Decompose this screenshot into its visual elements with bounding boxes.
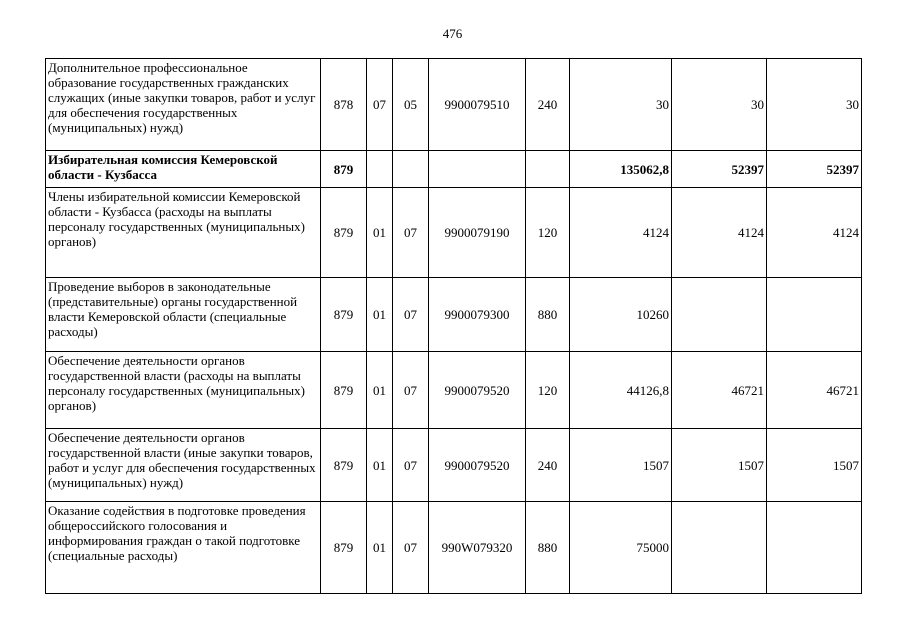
- row-type: [526, 151, 570, 188]
- row-name: Избирательная комиссия Кемеровской области - Кузбасса: [46, 151, 321, 188]
- row-section: [367, 151, 393, 188]
- row-code: 879: [321, 188, 367, 278]
- table-row: [46, 352, 862, 429]
- row-value-2: 52397: [672, 151, 767, 188]
- row-target: 9900079520: [429, 352, 526, 429]
- row-target: 990W079320: [429, 502, 526, 594]
- row-value-2: [672, 278, 767, 352]
- row-value-2: 4124: [672, 188, 767, 278]
- row-target: 9900079510: [429, 59, 526, 151]
- row-code: 879: [321, 502, 367, 594]
- row-name: Члены избирательной комиссии Кемеровской области - Кузбасса (расходы на выплаты персоналу государственных (муниципальных) органов): [46, 188, 321, 278]
- row-type: 120: [526, 188, 570, 278]
- row-name: Проведение выборов в законодательные (представительные) органы государственной власти Кемеровской области (специальные расходы): [46, 278, 321, 352]
- row-code: 879: [321, 352, 367, 429]
- row-subsection: 07: [393, 502, 429, 594]
- row-subsection: 07: [393, 429, 429, 502]
- row-subsection: 07: [393, 278, 429, 352]
- row-value-3: 1507: [767, 429, 862, 502]
- row-type: 240: [526, 429, 570, 502]
- row-type: 880: [526, 502, 570, 594]
- row-value-1: 4124: [570, 188, 672, 278]
- row-type: 120: [526, 352, 570, 429]
- row-value-3: 30: [767, 59, 862, 151]
- row-code: 879: [321, 278, 367, 352]
- table-row: [46, 502, 862, 594]
- row-type: 880: [526, 278, 570, 352]
- row-name: Оказание содействия в подготовке проведения общероссийского голосования и информирования граждан о такой подготовке (специальные расходы): [46, 502, 321, 594]
- row-value-3: 4124: [767, 188, 862, 278]
- row-value-3: 46721: [767, 352, 862, 429]
- table-row: [46, 188, 862, 278]
- row-section: 07: [367, 59, 393, 151]
- row-value-1: 135062,8: [570, 151, 672, 188]
- table-row: [46, 278, 862, 352]
- row-type: 240: [526, 59, 570, 151]
- row-target: 9900079520: [429, 429, 526, 502]
- table-row: [46, 151, 862, 188]
- row-value-3: [767, 502, 862, 594]
- row-name: Обеспечение деятельности органов государственной власти (иные закупки товаров, работ и услуг для обеспечения государственных (муниципальных) нужд): [46, 429, 321, 502]
- row-value-1: 30: [570, 59, 672, 151]
- row-value-3: 52397: [767, 151, 862, 188]
- row-code: 879: [321, 429, 367, 502]
- row-value-2: [672, 502, 767, 594]
- row-value-1: 75000: [570, 502, 672, 594]
- row-target: 9900079300: [429, 278, 526, 352]
- row-section: 01: [367, 278, 393, 352]
- row-target: [429, 151, 526, 188]
- page-number: 476: [442, 26, 463, 41]
- row-value-1: 1507: [570, 429, 672, 502]
- row-value-3: [767, 278, 862, 352]
- row-section: 01: [367, 429, 393, 502]
- row-subsection: 05: [393, 59, 429, 151]
- row-code: 878: [321, 59, 367, 151]
- row-section: 01: [367, 188, 393, 278]
- row-subsection: 07: [393, 188, 429, 278]
- row-name: Обеспечение деятельности органов государственной власти (расходы на выплаты персоналу государственных (муниципальных) органов): [46, 352, 321, 429]
- row-target: 9900079190: [429, 188, 526, 278]
- row-subsection: [393, 151, 429, 188]
- row-value-1: 10260: [570, 278, 672, 352]
- row-value-1: 44126,8: [570, 352, 672, 429]
- table-row: [46, 59, 862, 151]
- budget-table: [45, 58, 862, 594]
- row-code: 879: [321, 151, 367, 188]
- row-name: Дополнительное профессиональное образование государственных гражданских служащих (иные закупки товаров, работ и услуг для обеспечения государственных (муниципальных) нужд): [46, 59, 321, 151]
- row-section: 01: [367, 502, 393, 594]
- table-row: [46, 429, 862, 502]
- row-value-2: 46721: [672, 352, 767, 429]
- row-value-2: 30: [672, 59, 767, 151]
- row-section: 01: [367, 352, 393, 429]
- row-subsection: 07: [393, 352, 429, 429]
- row-value-2: 1507: [672, 429, 767, 502]
